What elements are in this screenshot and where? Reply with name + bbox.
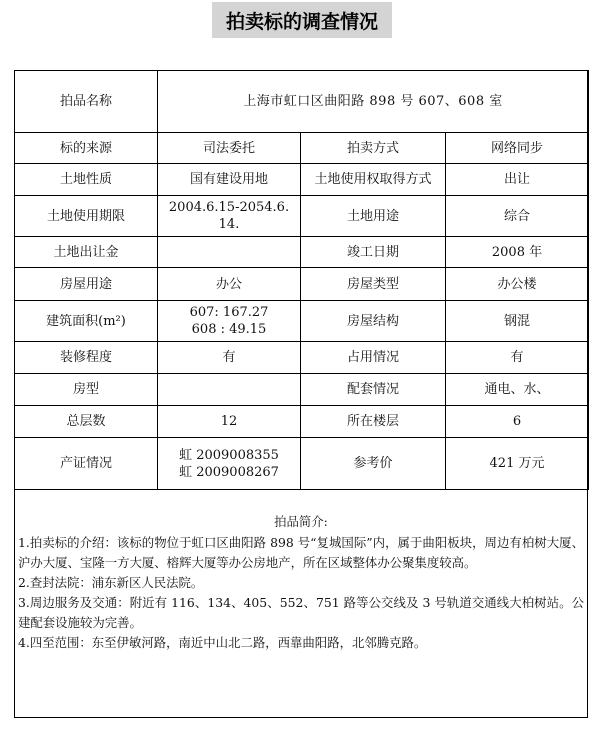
occupancy-value: 有 (446, 342, 589, 374)
source-value: 司法委托 (158, 133, 301, 164)
auction-method-label: 拍卖方式 (301, 133, 446, 164)
land-fee-value (158, 237, 301, 268)
intro-paragraph-2: 2.查封法院：浦东新区人民法院。 (18, 575, 204, 590)
item-introduction (18, 512, 584, 653)
house-structure-value: 钢混 (446, 301, 589, 342)
reference-price-value: 421 万元 (446, 438, 589, 490)
certificate-label: 产证情况 (15, 438, 158, 490)
table-row (15, 342, 589, 374)
table-row (15, 301, 589, 342)
land-term-label: 土地使用期限 (15, 196, 158, 237)
completion-date-value: 2008 年 (446, 237, 589, 268)
land-nature-label: 土地性质 (15, 164, 158, 196)
house-use-value: 办公 (158, 268, 301, 301)
land-right-value: 出让 (446, 164, 589, 196)
table-row (15, 164, 589, 196)
layout-value (158, 374, 301, 406)
intro-paragraph-4: 4.四至范围：东至伊敏河路，南近中山北二路，西靠曲阳路，北邻腾克路。 (18, 635, 427, 650)
table-row (15, 71, 589, 133)
land-use-value: 综合 (446, 196, 589, 237)
land-term-line1: 2004.6.15-2054.6. (168, 200, 290, 215)
completion-date-label: 竣工日期 (301, 237, 446, 268)
land-fee-label: 土地出让金 (15, 237, 158, 268)
title-banner (212, 2, 392, 38)
reference-price-label: 参考价 (301, 438, 446, 490)
auction-info-table (14, 70, 589, 490)
intro-paragraph-3: 3.周边服务及交通：附近有 116、134、405、552、751 路等公交线及 3 号轨道交通线大柏树站。公建配套设施较为完善。 (18, 595, 584, 630)
house-use-label: 房屋用途 (15, 268, 158, 301)
table-row (15, 133, 589, 164)
house-type-value: 办公楼 (446, 268, 589, 301)
table-row (15, 374, 589, 406)
floor-value: 6 (446, 406, 589, 438)
land-term-value (158, 196, 301, 237)
table-row (15, 237, 589, 268)
facilities-label: 配套情况 (301, 374, 446, 406)
item-name-label: 拍品名称 (15, 71, 158, 133)
house-type-label: 房屋类型 (301, 268, 446, 301)
source-label: 标的来源 (15, 133, 158, 164)
intro-paragraph-1: 1.拍卖标的介绍：该标的物位于虹口区曲阳路 898 号“复城国际”内，属于曲阳板块，周边有柏树大厦、沪办大厦、宝隆一方大厦、榕辉大厦等办公房地产，所在区域整体办公聚集度较高。 (18, 535, 584, 570)
facilities-value: 通电、水、 (446, 374, 589, 406)
building-area-value (158, 301, 301, 342)
auction-method-value: 网络同步 (446, 133, 589, 164)
table-row (15, 438, 589, 490)
decoration-value: 有 (158, 342, 301, 374)
certificate-line2: 虹 2009008267 (179, 464, 279, 480)
floor-label: 所在楼层 (301, 406, 446, 438)
land-use-label: 土地用途 (301, 196, 446, 237)
table-row (15, 406, 589, 438)
land-right-label: 土地使用权取得方式 (301, 164, 446, 196)
decoration-label: 装修程度 (15, 342, 158, 374)
certificate-line1: 虹 2009008355 (179, 447, 279, 463)
certificate-value (158, 438, 301, 490)
building-area-line1: 607: 167.27 (189, 305, 269, 320)
building-area-line2: 608 : 49.15 (191, 322, 267, 337)
table-row (15, 196, 589, 237)
land-term-line2: 14. (218, 217, 240, 232)
land-nature-value: 国有建设用地 (158, 164, 301, 196)
building-area-label: 建筑面积(m²) (15, 301, 158, 342)
occupancy-label: 占用情况 (301, 342, 446, 374)
total-floors-value: 12 (158, 406, 301, 438)
layout-label: 房型 (15, 374, 158, 406)
intro-heading: 拍品简介: (274, 514, 328, 529)
house-structure-label: 房屋结构 (301, 301, 446, 342)
page-title: 拍卖标的调查情况 (225, 10, 378, 33)
table-row (15, 268, 589, 301)
item-name-value: 上海市虹口区曲阳路 898 号 607、608 室 (158, 71, 589, 133)
total-floors-label: 总层数 (15, 406, 158, 438)
